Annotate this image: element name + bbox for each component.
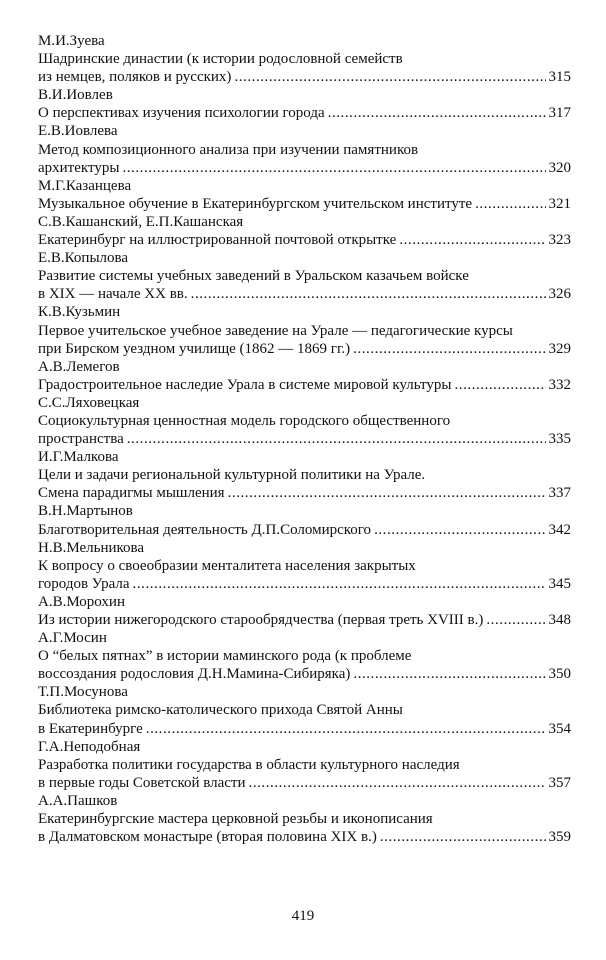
- toc-title-text: архитектуры: [38, 159, 120, 176]
- dot-leader: [234, 68, 545, 86]
- toc-author: В.Н.Мартынов: [38, 503, 133, 520]
- toc-page-number: 350: [548, 666, 571, 683]
- toc-title-last-line: [38, 68, 571, 86]
- toc-entry: [38, 448, 571, 502]
- toc-author: А.В.Морохин: [38, 593, 125, 610]
- dot-leader: [146, 720, 546, 738]
- toc-title-text: городов Урала: [38, 575, 130, 592]
- dot-leader: [475, 195, 545, 213]
- toc-title-text: воссоздания родословия Д.Н.Мамина-Сибиряка): [38, 666, 351, 683]
- toc-title-line: К вопросу о своеобразии менталитета населения закрытых: [38, 557, 416, 574]
- toc-entry: [38, 792, 571, 846]
- dot-leader: [328, 104, 546, 122]
- toc-entry: [38, 502, 571, 538]
- dot-leader: [399, 231, 545, 249]
- toc-title-text: из немцев, поляков и русских): [38, 69, 232, 86]
- toc-title-last-line: [38, 720, 571, 738]
- toc-page-number: 335: [548, 431, 571, 448]
- dot-leader: [228, 484, 546, 502]
- toc-title-last-line: [38, 575, 571, 593]
- toc-title-text: Екатеринбург на иллюстрированной почтовой открытке: [38, 232, 397, 249]
- toc-title-last-line: [38, 231, 571, 249]
- toc-title-line: Шадринские династии (к истории родословной семейств: [38, 51, 403, 68]
- toc-page-number: 329: [548, 340, 571, 357]
- toc-title-text: в первые годы Советской власти: [38, 774, 246, 791]
- dot-leader: [127, 430, 546, 448]
- dot-leader: [454, 376, 545, 394]
- toc-author: С.В.Кашанский, Е.П.Кашанская: [38, 213, 244, 230]
- dot-leader: [486, 611, 545, 629]
- toc-author: Г.А.Неподобная: [38, 738, 141, 755]
- toc-title-text: в Екатеринбурге: [38, 720, 143, 737]
- toc-page-number: 348: [548, 612, 571, 628]
- toc-title-text: Из истории нижегородского старообрядчества (первая треть XVIII в.): [38, 612, 484, 628]
- toc-title-text: в Далматовском монастыре (вторая половина XIX в.): [38, 829, 377, 846]
- toc-page-number: 345: [548, 575, 571, 592]
- toc-author: А.Г.Мосин: [38, 630, 107, 647]
- toc-author: И.Г.Малкова: [38, 449, 119, 466]
- toc-page-number: 357: [548, 774, 571, 791]
- toc-title-line: Цели и задачи региональной культурной политики на Урале.: [38, 467, 426, 484]
- toc-entry: [38, 213, 571, 249]
- dot-leader: [133, 575, 546, 593]
- toc-author: К.В.Кузьмин: [38, 304, 121, 321]
- toc-title-line: Метод композиционного анализа при изучении памятников: [38, 141, 419, 158]
- toc-page-number: 359: [548, 829, 571, 846]
- toc-title-last-line: [38, 104, 571, 122]
- toc-title-line: Разработка политики государства в области культурного наследия: [38, 756, 460, 773]
- toc-page-number: 320: [548, 159, 571, 176]
- toc-page-number: 354: [548, 720, 571, 737]
- toc-entry: [38, 303, 571, 357]
- toc-title-last-line: [38, 521, 571, 539]
- toc-author: А.А.Пашков: [38, 792, 118, 809]
- toc-entry: [38, 593, 571, 629]
- toc-entry: [38, 32, 571, 86]
- toc-title-last-line: [38, 195, 571, 213]
- toc-title-line: Первое учительское учебное заведение на Урале — педагогические курсы: [38, 322, 513, 339]
- toc-entry: [38, 86, 571, 122]
- toc-title-text: О перспективах изучения психологии города: [38, 105, 325, 122]
- dot-leader: [353, 340, 545, 358]
- toc-title-line: О “белых пятнах” в истории маминского рода (к проблеме: [38, 648, 412, 665]
- toc-page-number: 315: [548, 69, 571, 86]
- toc-title-line: Социокультурная ценностная модель городского общественного: [38, 412, 451, 429]
- page-number: 419: [291, 908, 315, 924]
- toc-entry: [38, 629, 571, 683]
- toc-title-text: пространства: [38, 431, 124, 448]
- toc-title-line: Развитие системы учебных заведений в Уральском казачьем войске: [38, 268, 469, 285]
- toc-title-last-line: [38, 828, 571, 846]
- toc-author: В.И.Иовлев: [38, 87, 113, 104]
- toc-entry: [38, 177, 571, 213]
- toc-entry: [38, 249, 571, 303]
- toc-author: А.В.Лемегов: [38, 358, 120, 375]
- toc-title-text: в XIX — начале XX вв.: [38, 286, 188, 303]
- dot-leader: [353, 665, 545, 683]
- toc-entry: [38, 122, 571, 176]
- toc-entry: [38, 394, 571, 448]
- toc-entry: [38, 358, 571, 394]
- toc-author: Н.В.Мельникова: [38, 539, 145, 556]
- toc-title-last-line: [38, 340, 571, 358]
- toc-title-text: Градостроительное наследие Урала в системе мировой культуры: [38, 376, 452, 393]
- toc-title-last-line: [38, 430, 571, 448]
- toc-title-last-line: [38, 285, 571, 303]
- dot-leader: [380, 828, 546, 846]
- toc-page-number: 342: [548, 521, 571, 538]
- toc-title-text: Благотворительная деятельность Д.П.Соломирского: [38, 521, 372, 538]
- toc-author: Е.В.Копылова: [38, 250, 129, 267]
- toc-title-last-line: [38, 665, 571, 683]
- dot-leader: [249, 774, 546, 792]
- toc-entry: [38, 738, 571, 792]
- toc-author: С.С.Ляховецкая: [38, 394, 140, 411]
- toc-title-text: Музыкальное обучение в Екатеринбургском учительском институте: [38, 195, 473, 212]
- toc-page-number: 332: [548, 376, 571, 393]
- toc-title-line: Библиотека римско-католического прихода Святой Анны: [38, 702, 403, 719]
- toc-author: Т.П.Мосунова: [38, 684, 128, 701]
- table-of-contents: [38, 32, 571, 846]
- toc-title-text: при Бирском уездном училище (1862 — 1869 гг.): [38, 340, 351, 357]
- toc-title-last-line: [38, 774, 571, 792]
- toc-author: М.Г.Казанцева: [38, 177, 132, 194]
- toc-entry: [38, 539, 571, 593]
- toc-title-last-line: [38, 159, 571, 177]
- toc-page-number: 337: [548, 485, 571, 502]
- dot-leader: [191, 285, 546, 303]
- toc-page-number: 326: [548, 286, 571, 303]
- toc-title-last-line: [38, 611, 571, 629]
- toc-title-line: Екатеринбургские мастера церковной резьбы и иконописания: [38, 811, 433, 828]
- toc-page-number: 317: [548, 105, 571, 122]
- toc-title-text: Смена парадигмы мышления: [38, 485, 225, 502]
- toc-title-last-line: [38, 376, 571, 394]
- toc-page-number: 323: [548, 232, 571, 249]
- toc-author: Е.В.Иовлева: [38, 123, 118, 140]
- toc-author: М.И.Зуева: [38, 33, 105, 49]
- toc-page-number: 321: [548, 195, 571, 212]
- toc-entry: [38, 683, 571, 737]
- dot-leader: [374, 521, 545, 539]
- dot-leader: [122, 159, 545, 177]
- toc-title-last-line: [38, 484, 571, 502]
